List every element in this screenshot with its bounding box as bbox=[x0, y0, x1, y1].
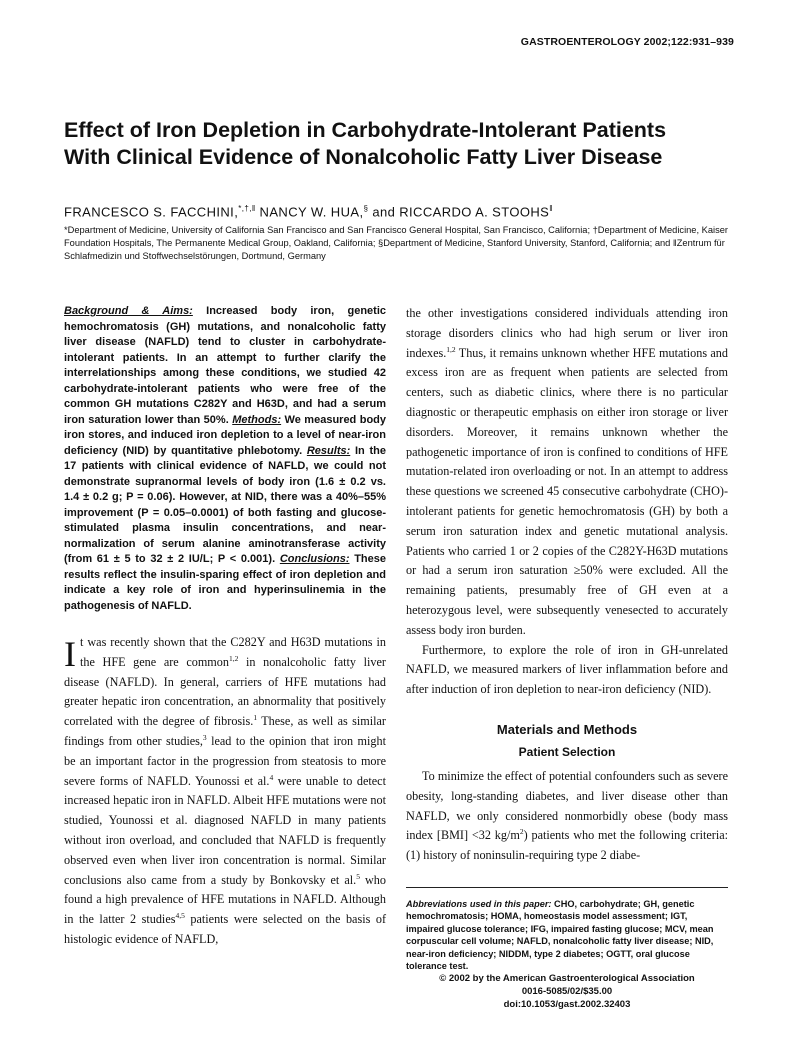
body-text: the other investigations considered individuals attending iron storage disorders clinics who had high serum or liver iron indexes. bbox=[406, 306, 728, 360]
citation: 1 bbox=[253, 713, 258, 723]
body-text: Thus, it remains unknown whether HFE mutations and excess iron are as frequent when patients are selected from centers, such as diabetic clinics, where there is no particular diagnostic or therapeutic emphasis on either iron storage or liver disorders. Moreover, it remains unknown whether the pathogenetic importance of iron is confined to conditions of HFE mutation-related iron overloading or not. In an attempt to address these questions we screened 45 consecutive carbohydrate (CHO)-intolerant patients for genetic hemochromatosis (GH) by both a serum iron saturation index and genetic mutational analysis. Patients who carried 1 or 2 copies of the C282Y-H63D mutations or had a serum iron saturation ≥50% were excluded. All the remaining patients, presumably free of GH even at a heterozygous level, were subsequently venesected to accurately assess body iron burden. bbox=[406, 345, 728, 637]
intro-text: t was recently shown that the C282Y and H63D mutations in the HFE gene are common bbox=[80, 635, 386, 669]
abbreviations-footnote bbox=[406, 898, 728, 972]
affiliations: *Department of Medicine, University of California San Francisco and San Francisco General Hospital, San Francisco, California; †Department of Medicine, Kaiser Foundation Hospitals, The Permanente Medical Group, Oakland, California; §Department of Medicine, Stanford University, Stanford, California; and ‖Zentrum für Schlafmedizin und Stoffwechselstörungen, Dortmund, Germany bbox=[64, 225, 728, 261]
intro-text: who found a high prevalence of HFE mutations in NAFLD. Although in the latter 2 studies bbox=[64, 872, 386, 927]
author-list bbox=[64, 204, 744, 219]
running-head: GASTROENTEROLOGY 2002;122:931–939 bbox=[520, 36, 734, 48]
right-column bbox=[406, 304, 728, 1011]
intro-text: patients were selected on the basis of histologic evidence of NAFLD, bbox=[64, 912, 387, 946]
intro-text: lead to the opinion that iron might be an important factor in the progression from steatosis to more severe forms of NAFLD. Younossi et al. bbox=[64, 733, 386, 788]
citation: 1,2 bbox=[446, 344, 456, 354]
citation: 4,5 bbox=[175, 911, 185, 921]
abstract-conclusions-label: Conclusions: bbox=[279, 553, 350, 565]
body-paragraph bbox=[406, 304, 728, 641]
body-text: To minimize the effect of potential confounders such as severe obesity, long-standing diabetes, and liver disease other than NAFLD, we only considered nonmorbidly obese (body mass index [BMI] <32 kg/m bbox=[406, 768, 728, 843]
citation: 4 bbox=[269, 772, 274, 782]
citation: 1,2 bbox=[228, 653, 239, 663]
body-text: ) patients who met the following criteria: (1) history of noninsulin-requiring type 2 diabe- bbox=[406, 828, 728, 863]
abbreviations-text: CHO, carbohydrate; GH, genetic hemochromatosis; HOMA, homeostasis model assessment; IGT, impaired glucose tolerance; IFG, impaired fasting glucose; MCV, mean corpuscular cell volume; NAFLD, nonalcoholic fatty liver disease; NID, near-iron deficiency; NIDDM, type 2 diabetes; OGTT, oral glucose tolerance test. bbox=[406, 898, 714, 971]
doi-line: doi:10.1053/gast.2002.32403 bbox=[503, 998, 631, 1010]
body-paragraph: Furthermore, to explore the role of iron in GH-unrelated NAFLD, we measured markers of liver inflammation before and after induction of iron depletion to near-iron deficiency (NID). bbox=[406, 642, 728, 697]
citation: 3 bbox=[202, 732, 207, 742]
article-title bbox=[64, 117, 744, 171]
citation: 5 bbox=[356, 871, 360, 881]
intro-text: were unable to detect increased hepatic iron in NAFLD. Albeit HFE mutations were not studied, Younossi et al. diagnosed NAFLD in many patients without iron overload, and concluded that NAFLD is frequently observed even when liver iron concentration is normal. Similar conclusions also came from a study by Bonkovsky et al. bbox=[64, 773, 386, 887]
abstract-background-label: Background & Aims: bbox=[64, 305, 193, 317]
author-conjunction: and bbox=[372, 204, 396, 220]
abstract-methods-label: Methods: bbox=[232, 413, 282, 426]
issn-line: 0016-5085/02/$35.00 bbox=[521, 985, 613, 997]
copyright-line: © 2002 by the American Gastroenterological Association bbox=[439, 973, 695, 985]
section-heading: Materials and Methods bbox=[496, 721, 638, 737]
abstract-results-label: Results: bbox=[306, 444, 351, 457]
copyright-block bbox=[406, 973, 728, 1011]
author-marks: § bbox=[363, 204, 369, 213]
author-marks: *,†,‖ bbox=[238, 204, 256, 213]
title-line-2: With Clinical Evidence of Nonalcoholic Fatty Liver Disease bbox=[64, 145, 663, 169]
abstract-methods-text: We measured body iron stores, and induced iron depletion to a level of near-iron deficiency (NID) by quantitative phlebotomy. bbox=[64, 413, 386, 457]
author-name: FRANCESCO S. FACCHINI, bbox=[64, 204, 239, 220]
abstract-background-text: Increased body iron, genetic hemochromatosis (GH) mutations, and nonalcoholic fatty liver disease (NAFLD) tend to cluster in carbohydrate-intolerant patients. In an attempt to further clarify the interrelationships among these conditions, we studied 42 carbohydrate-intolerant patients who were free of the common GH mutations C282Y and H63D, and had a serum iron saturation lower than 50%. bbox=[64, 305, 386, 426]
body-paragraph bbox=[406, 767, 728, 866]
abstract-conclusions-text: These results reflect the insulin-sparing effect of iron depletion and indicate a key role of iron and hyperinsulinemia in the pathogenesis of NAFLD. bbox=[64, 553, 386, 612]
author-name: NANCY W. HUA, bbox=[259, 204, 364, 220]
abstract bbox=[64, 304, 386, 614]
intro-text: These, as well as similar findings from other studies, bbox=[64, 714, 386, 748]
intro-paragraph bbox=[64, 633, 386, 950]
left-column bbox=[64, 304, 386, 950]
abstract-results-text: In the 17 patients with clinical evidence of NAFLD, we could not demonstrate supranormal levels of body iron (1.6 ± 0.2 vs. 1.4 ± 0.2 g; P = 0.06). However, at NID, there was a 40%–55% improvement (P = 0.05–0.0001) of both fasting and glucose-stimulated plasma insulin concentrations, and near-normalization of serum alanine aminotransferase activity (from 61 ± 5 to 32 ± 2 IU/L; P < 0.001). bbox=[64, 444, 386, 565]
drop-cap: I bbox=[64, 634, 76, 674]
footnote-divider bbox=[406, 887, 728, 888]
superscript: 2 bbox=[519, 827, 524, 837]
subsection-heading: Patient Selection bbox=[518, 744, 616, 759]
title-line-1: Effect of Iron Depletion in Carbohydrate-Intolerant Patients bbox=[64, 118, 667, 142]
author-name: RICCARDO A. STOOHS bbox=[399, 204, 550, 220]
intro-text: in nonalcoholic fatty liver disease (NAFLD). In general, carriers of HFE mutations had greater hepatic iron concentration, an abnormality that positively correlated with the degree of fibrosis. bbox=[64, 654, 386, 729]
author-marks: ‖ bbox=[549, 204, 553, 213]
abbreviations-label: Abbreviations used in this paper: bbox=[406, 898, 552, 909]
